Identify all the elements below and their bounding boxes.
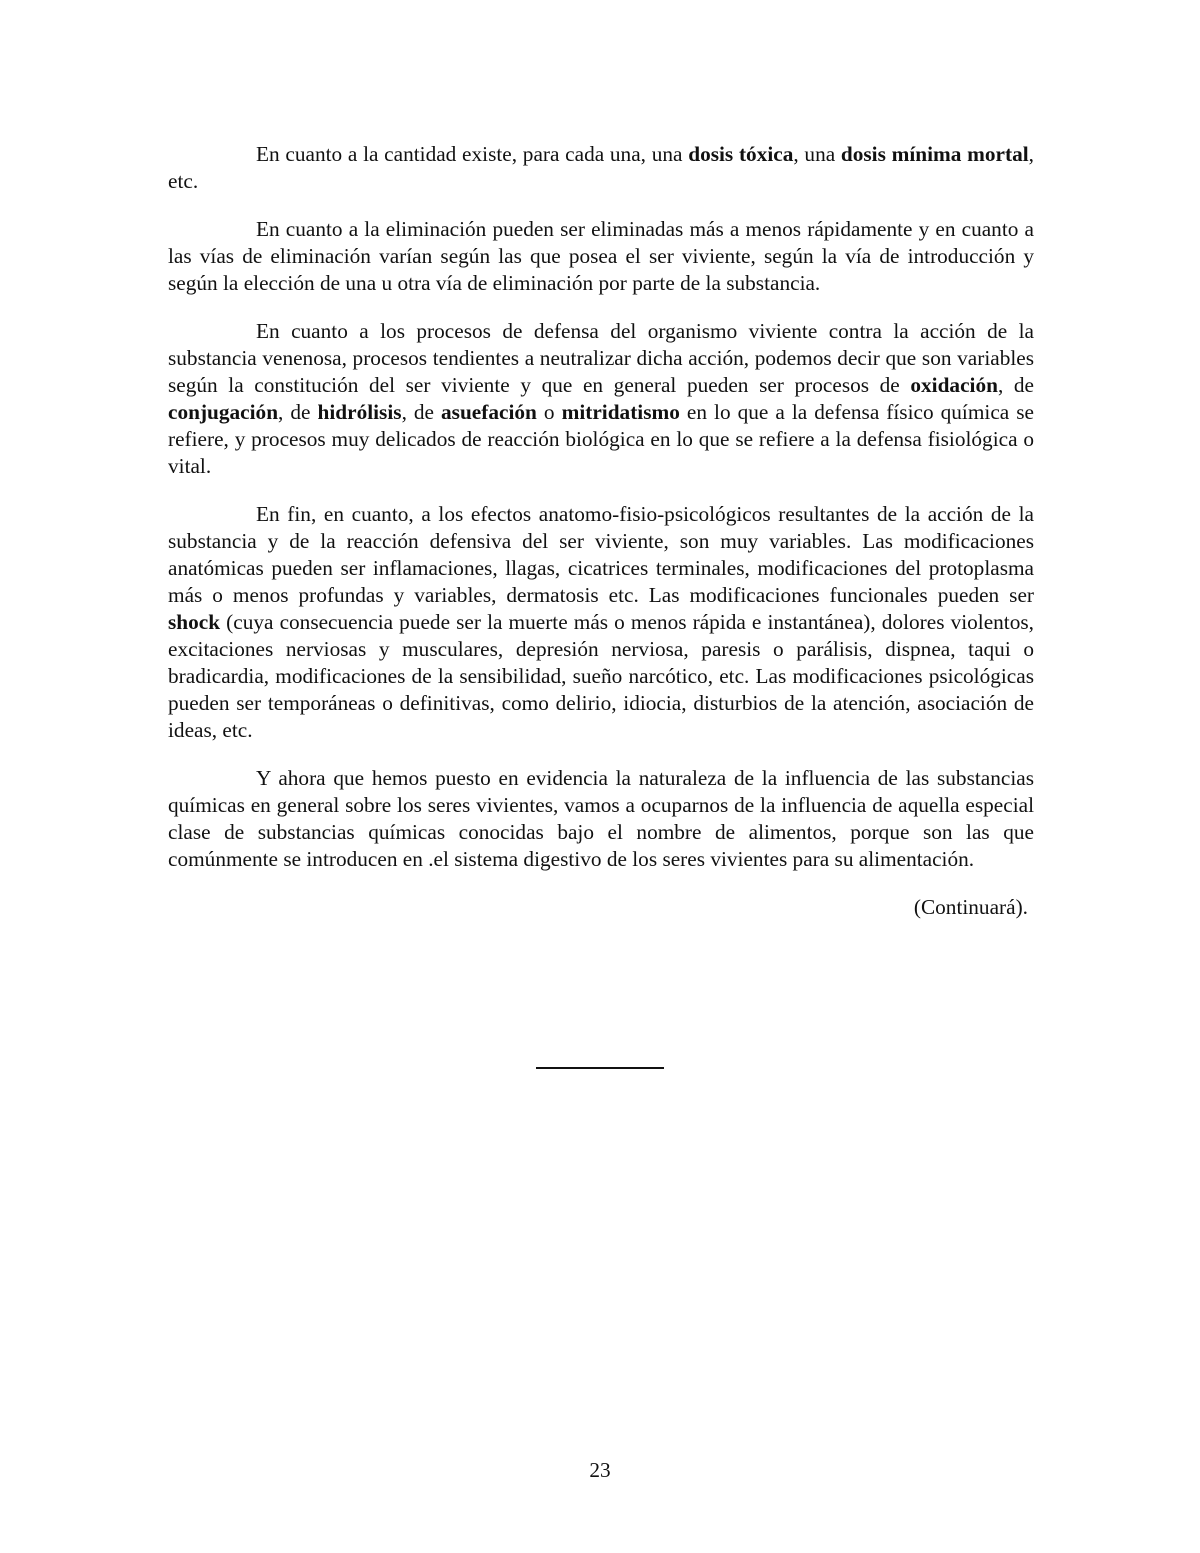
text-run: , etc. — [168, 142, 1034, 193]
section-divider — [536, 1067, 664, 1069]
text-run: En cuanto a la eliminación pueden ser eliminadas más a menos rápidamente y en cuanto a las vías de eliminación varían según las que posea el ser viviente, según la vía de introducción y según la elección de una u otra vía de eliminación por parte de la substancia. — [168, 217, 1034, 295]
bold-term: dosis tóxica — [688, 142, 794, 166]
bold-term: hidrólisis — [317, 400, 402, 424]
paragraph — [168, 141, 1034, 195]
text-run: Y ahora que hemos puesto en evidencia la naturaleza de la influencia de las substancias químicas en general sobre los seres vivientes, vamos a ocuparnos de la influencia de aquella especial clase de substancias químicas conocidas bajo el nombre de alimentos, porque son las que comúnmente se introducen en .el sistema digestivo de los seres vivientes para su alimentación. — [168, 766, 1034, 871]
bold-term: oxidación — [910, 373, 998, 397]
text-run: , de — [401, 400, 442, 424]
page-body — [168, 141, 1034, 921]
bold-term: dosis mínima mortal — [840, 142, 1029, 166]
paragraph — [168, 765, 1034, 873]
text-run: (cuya consecuencia puede ser la muerte más o menos rápida e instantánea), dolores violentos, excitaciones nerviosas y musculares, depresión nerviosa, paresis o parálisis, dispnea, taqui o bradicardia, modificaciones de la sensibilidad, sueño narcótico, etc. Las modificaciones psicológicas pueden ser temporáneas o definitivas, como delirio, idiocia, disturbios de la atención, asociación de ideas, etc. — [168, 610, 1034, 742]
paragraph — [168, 318, 1034, 480]
bold-term: asuefación — [441, 400, 537, 424]
bold-term: shock — [168, 610, 221, 634]
text-run: , de — [278, 400, 318, 424]
paragraph — [168, 216, 1034, 297]
text-run: , de — [997, 373, 1034, 397]
page-number: 23 — [589, 1458, 611, 1482]
continuation-note: (Continuará). — [913, 895, 1028, 919]
paragraph — [168, 501, 1034, 744]
text-run: o — [536, 400, 562, 424]
text-run: En cuanto a los procesos de defensa del organismo viviente contra la acción de la substancia venenosa, procesos tendientes a neutralizar dicha acción, podemos decir que son variables según la constitución del ser viviente y que en general pueden ser procesos de — [168, 319, 1034, 397]
article-text — [168, 141, 1034, 873]
bold-term: conjugación — [168, 400, 279, 424]
text-run: en lo que a la defensa físico química se refiere, y procesos muy delicados de reacción biológica en lo que se refiere a la defensa fisiológica o vital. — [168, 400, 1035, 478]
text-run: En cuanto a la cantidad existe, para cada una, una — [256, 142, 689, 166]
text-run: , una — [793, 142, 841, 166]
text-run: En fin, en cuanto, a los efectos anatomo-fisio-psicológicos resultantes de la acción de la substancia y de la reacción defensiva del ser viviente, son muy variables. Las modificaciones anatómicas pueden ser inflamaciones, llagas, cicatrices terminales, modificaciones del protoplasma más o menos profundas y variables, dermatosis etc. Las modificaciones funcionales pueden ser — [168, 502, 1034, 607]
bold-term: mitridatismo — [561, 400, 680, 424]
